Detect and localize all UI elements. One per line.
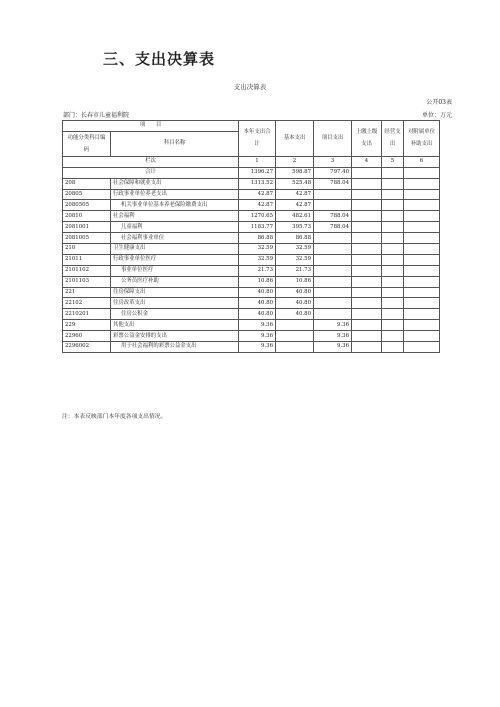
- expenditure-table: [62, 120, 440, 353]
- code-cell: 2101103: [63, 276, 111, 287]
- basic-cell: 86.88: [276, 233, 314, 244]
- project-cell: [314, 233, 352, 244]
- operating-cell: [382, 200, 404, 211]
- header-subsidiary: 对附属单位补助支出: [404, 121, 440, 157]
- subsidiary-cell: [404, 320, 440, 331]
- unit-label: 单位：万元: [421, 112, 452, 119]
- total-operating: [382, 167, 404, 178]
- table-row: [63, 178, 440, 189]
- operating-cell: [382, 287, 404, 298]
- header-col3: 3: [314, 156, 352, 167]
- upper-cell: [352, 189, 382, 200]
- name-cell: 用于社会福利的彩票公益金支出: [111, 342, 239, 353]
- subsidiary-cell: [404, 222, 440, 233]
- table-row: [63, 265, 440, 276]
- header-col5: 5: [382, 156, 404, 167]
- total-cell: 9.36: [239, 342, 276, 353]
- total-project: 797.40: [314, 167, 352, 178]
- name-cell: 住房公积金: [111, 309, 239, 320]
- operating-cell: [382, 276, 404, 287]
- code-cell: 20810: [63, 211, 111, 222]
- code-cell: 21011: [63, 254, 111, 265]
- subsidiary-cell: [404, 254, 440, 265]
- table-row: [63, 254, 440, 265]
- department-label: 部门：长春市儿童福利院: [63, 112, 130, 119]
- total-cell: 42.87: [239, 200, 276, 211]
- upper-cell: [352, 211, 382, 222]
- upper-cell: [352, 200, 382, 211]
- total-cell: 1183.77: [239, 222, 276, 233]
- total-cell: 1313.52: [239, 178, 276, 189]
- subsidiary-cell: [404, 265, 440, 276]
- table-row: [63, 233, 440, 244]
- total-cell: 10.86: [239, 276, 276, 287]
- total-label: 合计: [63, 167, 239, 178]
- upper-cell: [352, 178, 382, 189]
- page-heading: 三、支出决算表: [103, 50, 216, 68]
- basic-cell: 42.87: [276, 200, 314, 211]
- total-cell: 40.80: [239, 309, 276, 320]
- upper-cell: [352, 287, 382, 298]
- upper-cell: [352, 265, 382, 276]
- table-row: [63, 320, 440, 331]
- total-cell: 1270.65: [239, 211, 276, 222]
- operating-cell: [382, 342, 404, 353]
- project-cell: 9.36: [314, 342, 352, 353]
- project-cell: [314, 254, 352, 265]
- operating-cell: [382, 211, 404, 222]
- name-cell: 行政事业单位养老支出: [111, 189, 239, 200]
- project-cell: [314, 309, 352, 320]
- header-func-code: 功能分类科目编码: [63, 131, 111, 156]
- header-operating: 经营支出: [382, 121, 404, 157]
- table-row: [63, 222, 440, 233]
- header-col2: 2: [276, 156, 314, 167]
- code-cell: 221: [63, 287, 111, 298]
- table-row: [63, 200, 440, 211]
- name-cell: 其他支出: [111, 320, 239, 331]
- operating-cell: [382, 254, 404, 265]
- basic-cell: 395.73: [276, 222, 314, 233]
- name-cell: 社会福利: [111, 211, 239, 222]
- code-cell: 20805: [63, 189, 111, 200]
- table-row: [63, 276, 440, 287]
- project-cell: [314, 265, 352, 276]
- table-row: [63, 244, 440, 255]
- name-cell: 机关事业单位基本养老保险缴费支出: [111, 200, 239, 211]
- upper-cell: [352, 298, 382, 309]
- total-total: 1396.27: [239, 167, 276, 178]
- total-row: [63, 167, 440, 178]
- project-cell: [314, 244, 352, 255]
- total-cell: 9.36: [239, 331, 276, 342]
- operating-cell: [382, 222, 404, 233]
- operating-cell: [382, 244, 404, 255]
- header-col6: 6: [404, 156, 440, 167]
- upper-cell: [352, 276, 382, 287]
- total-basic: 598.87: [276, 167, 314, 178]
- project-cell: 788.04: [314, 178, 352, 189]
- name-cell: 彩票公益金安排的支出: [111, 331, 239, 342]
- basic-cell: 21.73: [276, 265, 314, 276]
- code-cell: 229: [63, 320, 111, 331]
- upper-cell: [352, 309, 382, 320]
- basic-cell: [276, 331, 314, 342]
- operating-cell: [382, 331, 404, 342]
- operating-cell: [382, 265, 404, 276]
- project-cell: 9.36: [314, 331, 352, 342]
- header-basic: 基本支出: [276, 121, 314, 157]
- basic-cell: [276, 320, 314, 331]
- subsidiary-cell: [404, 200, 440, 211]
- header-column-no: 栏次: [63, 156, 239, 167]
- total-cell: 9.36: [239, 320, 276, 331]
- basic-cell: 42.87: [276, 189, 314, 200]
- total-cell: 86.88: [239, 233, 276, 244]
- operating-cell: [382, 189, 404, 200]
- upper-cell: [352, 244, 382, 255]
- footnote: 注：本表反映部门本年度各项支出情况。: [62, 414, 167, 420]
- subsidiary-cell: [404, 233, 440, 244]
- upper-cell: [352, 342, 382, 353]
- total-subsidiary: [404, 167, 440, 178]
- header-subject-name: 科目名称: [111, 131, 239, 156]
- name-cell: 公务员医疗补助: [111, 276, 239, 287]
- name-cell: 儿童福利: [111, 222, 239, 233]
- subsidiary-cell: [404, 276, 440, 287]
- table-row: [63, 211, 440, 222]
- subsidiary-cell: [404, 244, 440, 255]
- upper-cell: [352, 233, 382, 244]
- table-row: [63, 309, 440, 320]
- total-cell: 32.59: [239, 254, 276, 265]
- project-cell: 788.04: [314, 211, 352, 222]
- code-cell: 22102: [63, 298, 111, 309]
- project-cell: 788.04: [314, 222, 352, 233]
- basic-cell: 32.59: [276, 244, 314, 255]
- code-cell: 2081005: [63, 233, 111, 244]
- subsidiary-cell: [404, 309, 440, 320]
- code-cell: 2296002: [63, 342, 111, 353]
- subsidiary-cell: [404, 331, 440, 342]
- total-upper: [352, 167, 382, 178]
- basic-cell: [276, 342, 314, 353]
- subsidiary-cell: [404, 189, 440, 200]
- basic-cell: 40.80: [276, 309, 314, 320]
- code-cell: 2081001: [63, 222, 111, 233]
- project-cell: [314, 200, 352, 211]
- header-col1: 1: [239, 156, 276, 167]
- name-cell: 卫生健康支出: [111, 244, 239, 255]
- table-row: [63, 287, 440, 298]
- name-cell: 社会福利事业单位: [111, 233, 239, 244]
- basic-cell: 40.80: [276, 298, 314, 309]
- code-cell: 210: [63, 244, 111, 255]
- total-cell: 32.59: [239, 244, 276, 255]
- code-cell: 2080505: [63, 200, 111, 211]
- name-cell: 行政事业单位医疗: [111, 254, 239, 265]
- header-upper: 上缴上级支出: [352, 121, 382, 157]
- code-cell: 2101102: [63, 265, 111, 276]
- subsidiary-cell: [404, 298, 440, 309]
- name-cell: 住房改革支出: [111, 298, 239, 309]
- project-cell: [314, 298, 352, 309]
- subsidiary-cell: [404, 211, 440, 222]
- operating-cell: [382, 320, 404, 331]
- subsidiary-cell: [404, 287, 440, 298]
- header-item: 项 目: [63, 121, 239, 132]
- code-cell: 22960: [63, 331, 111, 342]
- table-row: [63, 331, 440, 342]
- basic-cell: 482.61: [276, 211, 314, 222]
- name-cell: 事业单位医疗: [111, 265, 239, 276]
- table-row: [63, 342, 440, 353]
- basic-cell: 32.59: [276, 254, 314, 265]
- name-cell: 住房保障支出: [111, 287, 239, 298]
- operating-cell: [382, 233, 404, 244]
- total-cell: 42.87: [239, 189, 276, 200]
- subsidiary-cell: [404, 178, 440, 189]
- project-cell: [314, 276, 352, 287]
- table-row: [63, 189, 440, 200]
- project-cell: [314, 287, 352, 298]
- basic-cell: 10.86: [276, 276, 314, 287]
- header-col4: 4: [352, 156, 382, 167]
- upper-cell: [352, 254, 382, 265]
- upper-cell: [352, 331, 382, 342]
- code-cell: 2210201: [63, 309, 111, 320]
- basic-cell: 525.48: [276, 178, 314, 189]
- upper-cell: [352, 320, 382, 331]
- basic-cell: 40.80: [276, 287, 314, 298]
- form-code: 公开03表: [426, 99, 452, 106]
- project-cell: 9.36: [314, 320, 352, 331]
- table-title: 支出决算表: [233, 83, 267, 91]
- table-row: [63, 298, 440, 309]
- name-cell: 社会保障和就业支出: [111, 178, 239, 189]
- code-cell: 208: [63, 178, 111, 189]
- operating-cell: [382, 178, 404, 189]
- header-total: 本年支出合计: [239, 121, 276, 157]
- total-cell: 40.80: [239, 298, 276, 309]
- subsidiary-cell: [404, 342, 440, 353]
- total-cell: 21.73: [239, 265, 276, 276]
- header-project: 项目支出: [314, 121, 352, 157]
- upper-cell: [352, 222, 382, 233]
- total-cell: 40.80: [239, 287, 276, 298]
- operating-cell: [382, 298, 404, 309]
- operating-cell: [382, 309, 404, 320]
- project-cell: [314, 189, 352, 200]
